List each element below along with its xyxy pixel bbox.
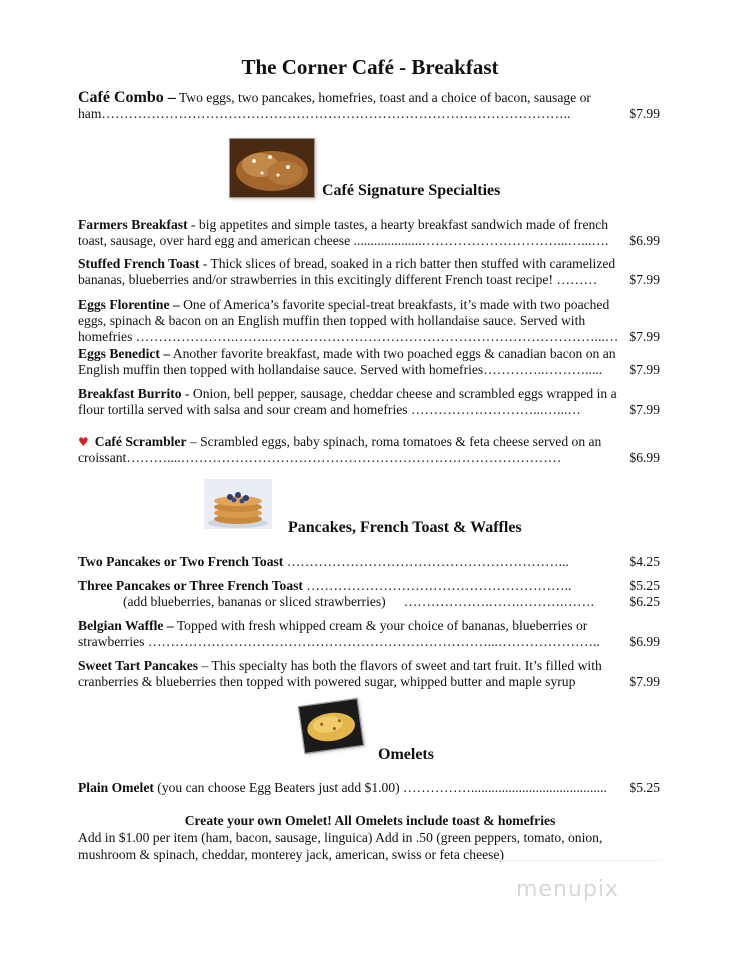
combo-price: $7.99 — [629, 106, 660, 121]
item-price: $7.99 — [629, 674, 660, 689]
addon-line: Add in $1.00 per item (ham, bacon, sausage, linguica) Add in .50 (green peppers, tomato, onion, — [78, 830, 603, 845]
menu-item-eggs-benedict — [78, 346, 660, 378]
watermark: menupix — [516, 877, 619, 902]
menu-item-three-pancakes — [78, 578, 660, 594]
omelet-addons — [78, 829, 668, 863]
item-desc: (you can choose Egg Beaters just add $1.00) ……………........................................ — [153, 780, 607, 795]
addon-line: mushroom & spinach, cheddar, monterey jack, american, swiss or feta cheese) — [78, 847, 504, 862]
item-name: Breakfast Burrito — [78, 386, 182, 401]
item-name: Eggs Benedict – — [78, 346, 171, 361]
item-desc: eggs, spinach & bacon on an English muffin then topped with hollandaise sauce. Served with — [78, 313, 586, 328]
menu-item-fruit-addon — [78, 594, 660, 610]
item-addon: (add blueberries, bananas or sliced strawberries) — [123, 594, 386, 609]
item-price: $6.99 — [629, 233, 660, 248]
menu-item-eggs-florentine — [78, 297, 660, 345]
item-price: $5.25 — [629, 780, 660, 795]
item-desc: – Scrambled eggs, baby spinach, roma tomatoes & feta cheese served on an — [186, 434, 602, 449]
item-name: Sweet Tart Pancakes — [78, 658, 199, 673]
item-name: Eggs Florentine – — [78, 297, 180, 312]
item-price: $4.25 — [629, 554, 660, 569]
menu-item-belgian-waffle — [78, 618, 660, 650]
item-name: Two Pancakes or Two French Toast — [78, 554, 284, 569]
item-desc: English muffin then topped with hollandaise sauce. Served with homefries…………..………..... — [78, 362, 603, 377]
pancakes-photo — [204, 479, 272, 529]
item-desc: One of America’s favorite special-treat breakfasts, it’s made with two poached — [179, 297, 610, 312]
omelet-photo — [298, 698, 364, 754]
section-omelets: Omelets — [378, 746, 434, 763]
page-title: The Corner Café - Breakfast — [241, 55, 499, 79]
combo-name: Café Combo – — [78, 89, 176, 106]
combo-desc-2: ham………………………………………………………………………………………….. — [78, 106, 571, 121]
section-signature: Café Signature Specialties — [322, 182, 501, 199]
item-price: $7.99 — [629, 329, 660, 344]
menu-item-breakfast-burrito — [78, 386, 660, 418]
item-name: Three Pancakes or Three French Toast — [78, 578, 303, 593]
item-name: Farmers Breakfast — [78, 217, 188, 232]
item-desc: croissant………....………………………………………………………………………… — [78, 450, 562, 465]
french-toast-photo — [229, 138, 315, 198]
menu-item-sweet-tart-pancakes — [78, 658, 660, 690]
watermark-line — [470, 860, 660, 861]
menu-item-plain-omelet — [78, 780, 660, 796]
section-pancakes: Pancakes, French Toast & Waffles — [288, 519, 522, 536]
item-name: Belgian Waffle – — [78, 618, 174, 633]
item-dots: ………………………………………………….. — [302, 578, 572, 593]
item-price: $7.99 — [629, 362, 660, 377]
item-desc: cranberries & blueberries then topped with powered sugar, whipped butter and maple syrup — [78, 674, 576, 689]
item-desc: – This specialty has both the flavors of sweet and tart fruit. It’s filled with — [198, 658, 602, 673]
item-desc: Another favorite breakfast, made with two poached eggs & canadian bacon on an — [170, 346, 616, 361]
item-desc: - Thick slices of bread, soaked in a rich batter then stuffed with caramelized — [199, 256, 616, 271]
item-dots: ……………….…….……….……. — [403, 594, 595, 609]
menu-item-cafe-scrambler — [78, 434, 660, 466]
item-dots: ……………………………………………………... — [283, 554, 569, 569]
item-price: $6.25 — [629, 594, 660, 609]
item-name: Stuffed French Toast — [78, 256, 200, 271]
menu-item-farmers-breakfast — [78, 217, 660, 249]
item-desc: bananas, blueberries and/or strawberries in this excitingly different French toast recipe! ……… — [78, 272, 598, 287]
item-desc: strawberries …………………………………………………………………...………………….. — [78, 634, 600, 649]
item-desc: Topped with fresh whipped cream & your choice of bananas, blueberries or — [173, 618, 588, 633]
item-name: Plain Omelet — [78, 780, 154, 795]
item-desc: homefries ………………….……..………………………………………………………………...… — [78, 329, 619, 344]
menu-item-stuffed-french-toast — [78, 256, 660, 288]
item-price: $7.99 — [629, 402, 660, 417]
item-desc: flour tortilla served with salsa and sour cream and homefries ………………………...…...… — [78, 402, 581, 417]
heart-icon: ♥ — [78, 435, 89, 449]
item-desc: - big appetites and simple tastes, a hearty breakfast sandwich made of french — [187, 217, 609, 232]
item-desc: toast, sausage, over hard egg and american cheese ....................…………………………...…...…. — [78, 233, 609, 248]
item-name: Café Scrambler — [94, 434, 187, 449]
item-price: $7.99 — [629, 272, 660, 287]
item-price: $6.99 — [629, 634, 660, 649]
create-omelet-heading: Create your own Omelet! All Omelets include toast & homefries — [184, 813, 556, 828]
item-price: $5.25 — [629, 578, 660, 593]
item-price: $6.99 — [629, 450, 660, 465]
item-desc: - Onion, bell pepper, sausage, cheddar cheese and scrambled eggs wrapped in a — [181, 386, 617, 401]
combo-item — [78, 90, 660, 122]
menu-item-two-pancakes — [78, 554, 660, 570]
combo-desc-1: Two eggs, two pancakes, homefries, toast and a choice of bacon, sausage or — [175, 90, 591, 105]
